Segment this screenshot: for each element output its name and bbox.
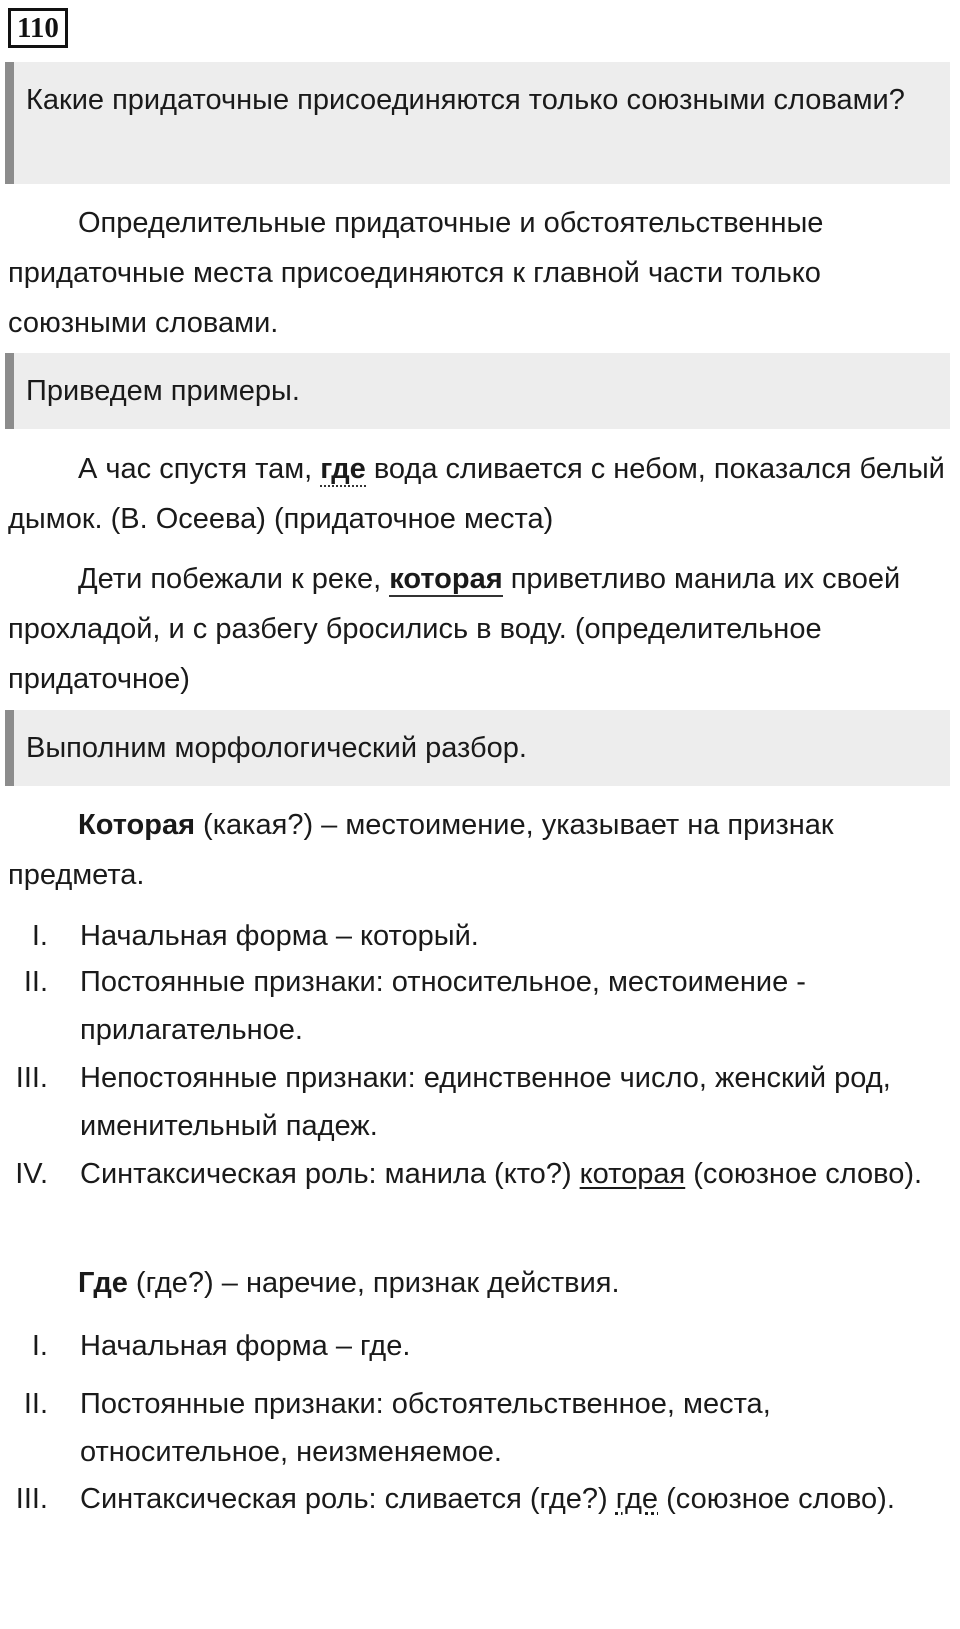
parse-description: (какая?) – местоимение, указывает на признак предмета. xyxy=(8,809,834,891)
list-number: III. xyxy=(15,1062,48,1094)
list-text xyxy=(80,1475,950,1523)
example-paragraph-1 xyxy=(8,444,953,544)
keyword-kotoraya: которая xyxy=(389,563,503,595)
list-number: II. xyxy=(23,1388,48,1420)
parse-heading-2 xyxy=(8,1258,953,1308)
list-text: Постоянные признаки: относительное, местоимение - прилагательное. xyxy=(80,966,806,1046)
parse-heading-1 xyxy=(8,800,953,900)
example-paragraph-2 xyxy=(8,554,953,704)
underlined-word: которая xyxy=(579,1158,686,1190)
answer-paragraph: Определительные придаточные и обстоятельственные придаточные места присоединяются к главной части только союзными словами. xyxy=(8,207,824,339)
task-number: 110 xyxy=(8,8,68,48)
list-number: III. xyxy=(15,1483,48,1515)
parse-description: (где?) – наречие, признак действия. xyxy=(127,1267,620,1299)
list-text: Непостоянные признаки: единственное число, женский род, именительный падеж. xyxy=(80,1062,891,1142)
list-text: Начальная форма – который. xyxy=(80,920,479,952)
example-text: А час спустя там, xyxy=(78,453,321,485)
list-text: Начальная форма – где. xyxy=(80,1330,411,1362)
question-text: Выполним морфологический разбор. xyxy=(26,732,527,764)
list-text: Постоянные признаки: обстоятельственное, места, относительное, неизменяемое. xyxy=(80,1388,771,1468)
underlined-word: где xyxy=(615,1483,659,1515)
list-text-part: (союзное слово). xyxy=(685,1158,923,1190)
question-block-2 xyxy=(5,353,950,429)
example-text: Дети побежали к реке, xyxy=(78,563,390,595)
example-text: приветливо манила их своей прохладой, и с разбегу бросились в воду. (определительное придаточное) xyxy=(8,563,901,695)
parse-word: Где xyxy=(78,1267,128,1299)
question-block-3 xyxy=(5,710,950,786)
list-text-part: Синтаксическая роль: сливается (где?) xyxy=(80,1483,616,1515)
list-text xyxy=(80,1150,950,1198)
parse-word: Которая xyxy=(78,809,195,841)
list-number: I. xyxy=(31,1330,48,1362)
list-number: IV. xyxy=(15,1158,48,1190)
example-text: вода сливается с небом, показался белый дымок. (В. Осеева) (придаточное места) xyxy=(8,453,945,535)
list-text-part: Синтаксическая роль: манила (кто?) xyxy=(80,1158,580,1190)
list-text-part: (союзное слово). xyxy=(658,1483,895,1515)
keyword-gde: где xyxy=(320,453,366,485)
list-number: I. xyxy=(31,920,48,952)
question-block-1 xyxy=(5,62,950,184)
question-text: Какие придаточные присоединяются только союзными словами? xyxy=(26,84,905,116)
question-text: Приведем примеры. xyxy=(26,375,300,407)
list-number: II. xyxy=(23,966,48,998)
